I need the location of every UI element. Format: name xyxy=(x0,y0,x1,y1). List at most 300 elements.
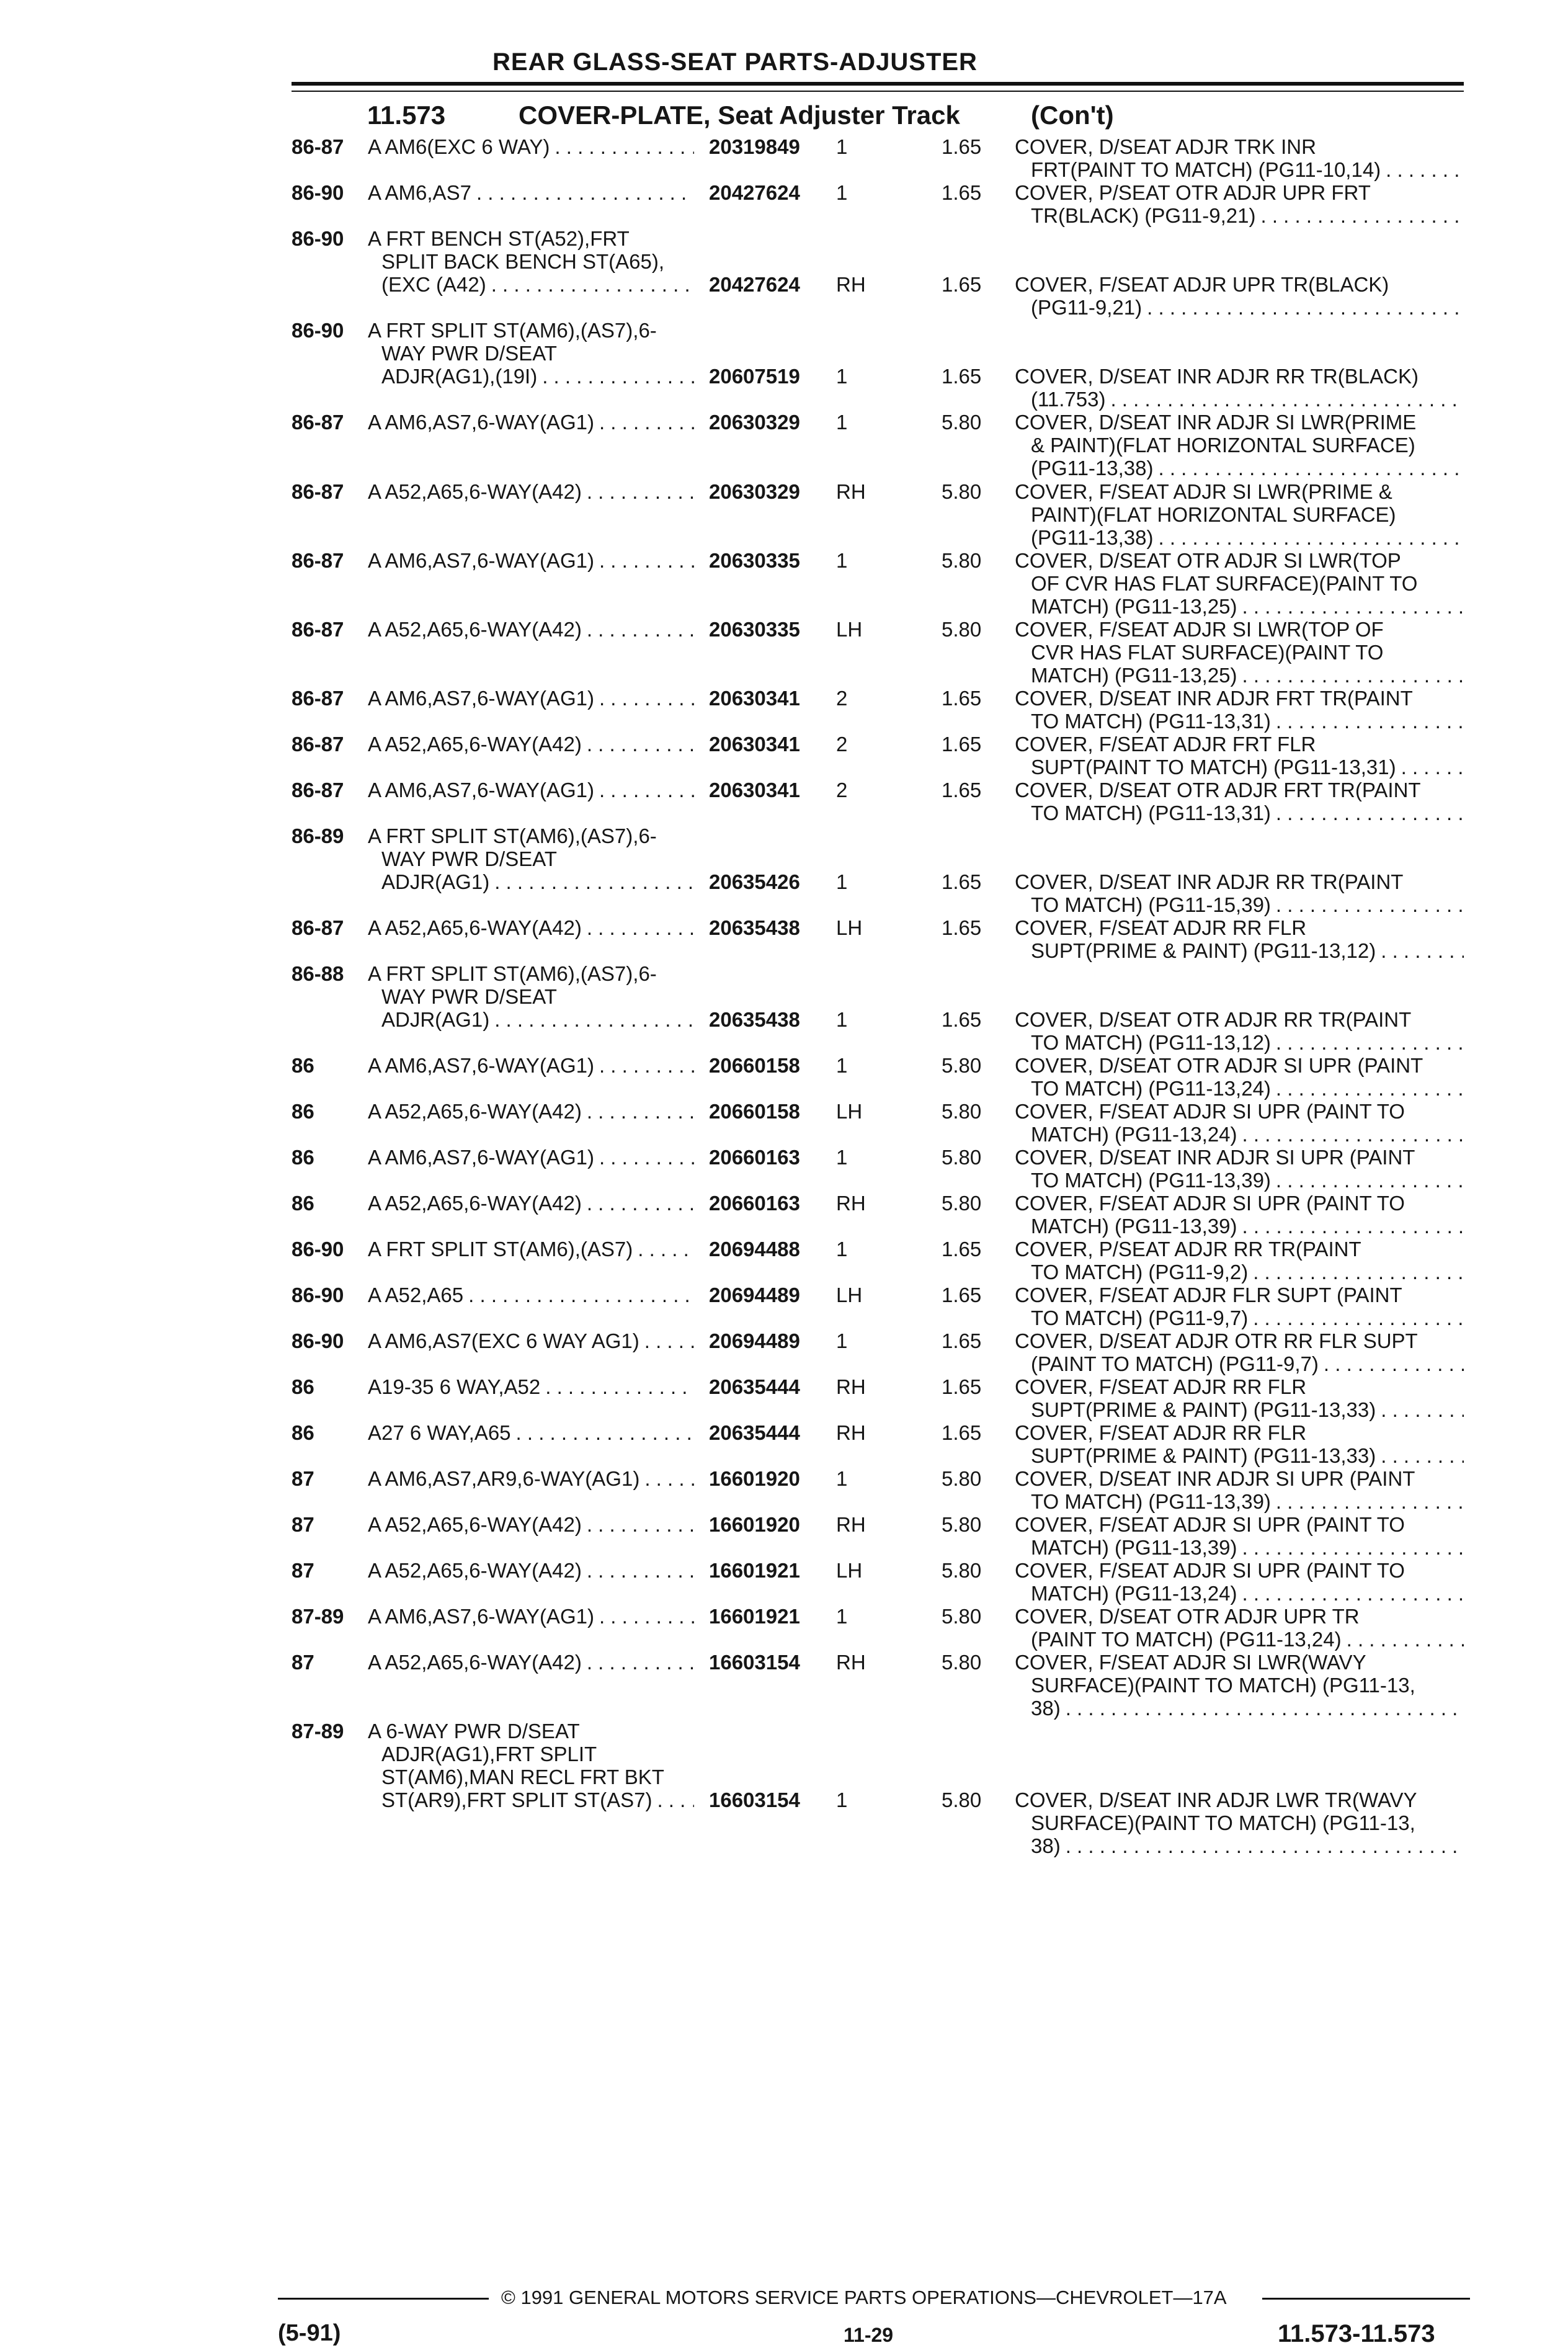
model-years: 86-87 xyxy=(292,687,344,710)
description-line: COVER, F/SEAT ADJR RR FLR xyxy=(1015,1421,1307,1444)
application xyxy=(368,1605,694,1628)
description-line: CVR HAS FLAT SURFACE)(PAINT TO xyxy=(1031,641,1384,664)
price: 5.80 xyxy=(942,1513,982,1536)
dot-leader xyxy=(587,480,694,503)
part-number: 20630335 xyxy=(709,618,800,641)
dot-leader xyxy=(1401,756,1464,779)
application xyxy=(368,319,694,388)
quantity: RH xyxy=(836,480,866,503)
part-number: 16601921 xyxy=(709,1605,800,1628)
price: 5.80 xyxy=(942,480,982,503)
dot-leader xyxy=(644,1329,694,1352)
part-number: 16601920 xyxy=(709,1513,800,1536)
description xyxy=(1015,181,1464,227)
application-line: A AM6,AS7,6-WAY(AG1) xyxy=(368,1054,594,1077)
description-line: COVER, P/SEAT ADJR RR TR(PAINT xyxy=(1015,1238,1361,1261)
price: 5.80 xyxy=(942,1100,982,1123)
description-line: COVER, F/SEAT ADJR SI UPR (PAINT TO xyxy=(1015,1559,1405,1582)
quantity: LH xyxy=(836,618,863,641)
part-number: 20319849 xyxy=(709,135,800,158)
description-line: (PAINT TO MATCH) (PG11-13,24) xyxy=(1031,1628,1342,1651)
application-line: A A52,A65,6-WAY(A42) xyxy=(368,618,582,641)
model-years: 86-90 xyxy=(292,1283,344,1306)
description-line: COVER, F/SEAT ADJR UPR TR(BLACK) xyxy=(1015,273,1389,296)
part-number: 20635444 xyxy=(709,1421,800,1444)
application-line: ADJR(AG1),(19I) xyxy=(381,365,538,388)
dot-leader xyxy=(1386,158,1464,181)
dot-leader xyxy=(599,687,694,710)
quantity: RH xyxy=(836,1192,866,1215)
application-line: A27 6 WAY,A65 xyxy=(368,1421,511,1444)
quantity: LH xyxy=(836,916,863,939)
dot-leader xyxy=(1242,1123,1464,1146)
dot-leader xyxy=(1324,1352,1464,1375)
header-rule xyxy=(292,82,1464,86)
application xyxy=(368,618,694,641)
application-line: A19-35 6 WAY,A52 xyxy=(368,1375,541,1398)
price: 1.65 xyxy=(942,181,982,204)
application-line: A A52,A65 xyxy=(368,1283,464,1306)
dot-leader xyxy=(638,1238,694,1261)
quantity: 1 xyxy=(836,549,848,572)
part-number: 16603154 xyxy=(709,1788,800,1811)
description-line: OF CVR HAS FLAT SURFACE)(PAINT TO xyxy=(1031,572,1418,595)
model-years: 86-88 xyxy=(292,962,344,985)
description xyxy=(1015,1054,1464,1100)
dot-leader xyxy=(587,1559,694,1582)
description xyxy=(1015,687,1464,733)
dot-leader xyxy=(494,1008,694,1031)
dot-leader xyxy=(1242,595,1464,618)
description xyxy=(1015,1283,1464,1329)
price: 5.80 xyxy=(942,1467,982,1490)
description xyxy=(1015,1238,1464,1283)
application-line: A AM6,AS7,6-WAY(AG1) xyxy=(368,1146,594,1169)
application xyxy=(368,1375,694,1398)
description xyxy=(1015,1651,1464,1720)
part-number: 20694489 xyxy=(709,1283,800,1306)
quantity: RH xyxy=(836,1513,866,1536)
application-line: ADJR(AG1) xyxy=(381,1008,490,1031)
description-line: COVER, F/SEAT ADJR SI UPR (PAINT TO xyxy=(1015,1192,1405,1215)
model-years: 86 xyxy=(292,1375,314,1398)
application-line: A 6-WAY PWR D/SEAT xyxy=(368,1720,580,1743)
price: 5.80 xyxy=(942,618,982,641)
price: 5.80 xyxy=(942,1559,982,1582)
quantity: 1 xyxy=(836,135,848,158)
quantity: RH xyxy=(836,1651,866,1674)
part-number: 20635426 xyxy=(709,870,800,893)
part-number: 16601920 xyxy=(709,1467,800,1490)
dot-leader xyxy=(1276,1169,1464,1192)
price: 1.65 xyxy=(942,916,982,939)
description xyxy=(1015,733,1464,779)
application-line: A AM6,AS7 xyxy=(368,181,471,204)
description xyxy=(1015,1329,1464,1375)
dot-leader xyxy=(1276,1077,1464,1100)
description xyxy=(1015,1100,1464,1146)
description-line: TO MATCH) (PG11-13,39) xyxy=(1031,1490,1271,1513)
description-line: COVER, F/SEAT ADJR FRT FLR xyxy=(1015,733,1316,756)
application xyxy=(368,1651,694,1674)
description-line: COVER, D/SEAT ADJR OTR RR FLR SUPT xyxy=(1015,1329,1418,1352)
description xyxy=(1015,365,1464,411)
part-number: 20630335 xyxy=(709,549,800,572)
dot-leader xyxy=(1276,1490,1464,1513)
model-years: 87-89 xyxy=(292,1720,344,1743)
application-line: A A52,A65,6-WAY(A42) xyxy=(368,1559,582,1582)
description-line: COVER, D/SEAT OTR ADJR RR TR(PAINT xyxy=(1015,1008,1412,1031)
description-line: COVER, F/SEAT ADJR SI LWR(TOP OF xyxy=(1015,618,1384,641)
application-line: ST(AM6),MAN RECL FRT BKT xyxy=(381,1765,664,1788)
dot-leader xyxy=(587,1100,694,1123)
footer-rule-right xyxy=(1262,2298,1470,2300)
dot-leader xyxy=(1347,1628,1464,1651)
dot-leader xyxy=(1242,1215,1464,1238)
model-years: 87 xyxy=(292,1513,314,1536)
description-line: TO MATCH) (PG11-13,31) xyxy=(1031,801,1271,824)
price: 1.65 xyxy=(942,1329,982,1352)
description-line: TO MATCH) (PG11-9,7) xyxy=(1031,1306,1249,1329)
description-line: (PG11-9,21) xyxy=(1031,296,1143,319)
application xyxy=(368,1238,694,1261)
dot-leader xyxy=(1110,388,1464,411)
quantity: LH xyxy=(836,1283,863,1306)
header-rule-thin xyxy=(292,91,1464,92)
footer-page-number: 11-29 xyxy=(844,2324,894,2346)
description-line: COVER, D/SEAT INR ADJR LWR TR(WAVY xyxy=(1015,1788,1417,1811)
part-number: 20427624 xyxy=(709,181,800,204)
dot-leader xyxy=(644,1467,694,1490)
part-number: 20635438 xyxy=(709,916,800,939)
model-years: 86-87 xyxy=(292,411,344,434)
dot-leader xyxy=(476,181,694,204)
application-line: A FRT SPLIT ST(AM6),(AS7),6- xyxy=(368,962,657,985)
model-years: 86-87 xyxy=(292,549,344,572)
dot-leader xyxy=(599,779,694,801)
application xyxy=(368,962,694,1031)
application-line: A A52,A65,6-WAY(A42) xyxy=(368,1192,582,1215)
price: 5.80 xyxy=(942,1192,982,1215)
quantity: 2 xyxy=(836,779,848,801)
dot-leader xyxy=(587,733,694,756)
description-line: TO MATCH) (PG11-13,12) xyxy=(1031,1031,1271,1054)
application xyxy=(368,1720,694,1811)
description xyxy=(1015,779,1464,824)
description xyxy=(1015,549,1464,618)
description-line: COVER, F/SEAT ADJR SI UPR (PAINT TO xyxy=(1015,1513,1405,1536)
dot-leader xyxy=(1253,1306,1464,1329)
description-line: COVER, D/SEAT ADJR TRK INR xyxy=(1015,135,1316,158)
description-line: TO MATCH) (PG11-9,2) xyxy=(1031,1261,1249,1283)
part-number: 20630341 xyxy=(709,687,800,710)
description-line: COVER, D/SEAT OTR ADJR UPR TR xyxy=(1015,1605,1360,1628)
page-title: REAR GLASS-SEAT PARTS-ADJUSTER xyxy=(492,48,978,76)
application-line: A AM6,AS7,6-WAY(AG1) xyxy=(368,1605,594,1628)
description-line: COVER, D/SEAT OTR ADJR SI LWR(TOP xyxy=(1015,549,1401,572)
description-line: COVER, D/SEAT INR ADJR SI UPR (PAINT xyxy=(1015,1467,1415,1490)
application-line: A AM6,AS7,6-WAY(AG1) xyxy=(368,779,594,801)
application-line: SPLIT BACK BENCH ST(A65), xyxy=(381,250,665,273)
price: 1.65 xyxy=(942,779,982,801)
model-years: 86-90 xyxy=(292,227,344,250)
application-line: A FRT BENCH ST(A52),FRT xyxy=(368,227,630,250)
description-line: COVER, F/SEAT ADJR FLR SUPT (PAINT xyxy=(1015,1283,1402,1306)
description-line: TO MATCH) (PG11-15,39) xyxy=(1031,893,1271,916)
part-number: 20630341 xyxy=(709,779,800,801)
dot-leader xyxy=(545,1375,694,1398)
application xyxy=(368,411,694,434)
model-years: 86-87 xyxy=(292,618,344,641)
section-title: COVER-PLATE, Seat Adjuster Track xyxy=(519,100,960,130)
application xyxy=(368,227,694,296)
dot-leader xyxy=(587,1192,694,1215)
model-years: 86-87 xyxy=(292,135,344,158)
dot-leader xyxy=(1242,664,1464,687)
application xyxy=(368,687,694,710)
part-number: 20694488 xyxy=(709,1238,800,1261)
part-number: 16601921 xyxy=(709,1559,800,1582)
dot-leader xyxy=(599,549,694,572)
application xyxy=(368,1421,694,1444)
application xyxy=(368,135,694,158)
model-years: 86-90 xyxy=(292,1329,344,1352)
model-years: 86 xyxy=(292,1100,314,1123)
dot-leader xyxy=(1276,1031,1464,1054)
price: 1.65 xyxy=(942,1238,982,1261)
dot-leader xyxy=(1381,1398,1464,1421)
description xyxy=(1015,1146,1464,1192)
quantity: 1 xyxy=(836,1329,848,1352)
price: 1.65 xyxy=(942,1008,982,1031)
application-line: ADJR(AG1),FRT SPLIT xyxy=(381,1743,597,1765)
price: 5.80 xyxy=(942,549,982,572)
application xyxy=(368,824,694,893)
model-years: 87 xyxy=(292,1559,314,1582)
quantity: RH xyxy=(836,1421,866,1444)
description-line: SURFACE)(PAINT TO MATCH) (PG11-13, xyxy=(1031,1674,1415,1697)
application xyxy=(368,1100,694,1123)
price: 1.65 xyxy=(942,870,982,893)
model-years: 86-90 xyxy=(292,1238,344,1261)
footer-rule-left xyxy=(278,2298,489,2300)
application xyxy=(368,733,694,756)
description xyxy=(1015,1467,1464,1513)
application xyxy=(368,779,694,801)
dot-leader xyxy=(587,1513,694,1536)
dot-leader xyxy=(1253,1261,1464,1283)
quantity: 2 xyxy=(836,687,848,710)
application-line: A FRT SPLIT ST(AM6),(AS7),6- xyxy=(368,319,657,342)
description-line: (11.753) xyxy=(1031,388,1106,411)
dot-leader xyxy=(1066,1697,1464,1720)
description xyxy=(1015,1421,1464,1467)
application-line: ST(AR9),FRT SPLIT ST(AS7) xyxy=(381,1788,653,1811)
description-line: COVER, D/SEAT OTR ADJR SI UPR (PAINT xyxy=(1015,1054,1423,1077)
model-years: 87-89 xyxy=(292,1605,344,1628)
description-line: MATCH) (PG11-13,24) xyxy=(1031,1123,1237,1146)
quantity: LH xyxy=(836,1559,863,1582)
application xyxy=(368,1559,694,1582)
application-line: A AM6,AS7(EXC 6 WAY AG1) xyxy=(368,1329,639,1352)
dot-leader xyxy=(1276,801,1464,824)
part-number: 16603154 xyxy=(709,1651,800,1674)
description-line: SUPT(PRIME & PAINT) (PG11-13,12) xyxy=(1031,939,1376,962)
application-line: ADJR(AG1) xyxy=(381,870,490,893)
part-number: 20660158 xyxy=(709,1100,800,1123)
quantity: 1 xyxy=(836,1467,848,1490)
description-line: MATCH) (PG11-13,24) xyxy=(1031,1582,1237,1605)
dot-leader xyxy=(1381,1444,1464,1467)
description xyxy=(1015,135,1464,181)
application xyxy=(368,1467,694,1490)
application-line: WAY PWR D/SEAT xyxy=(381,985,557,1008)
description-line: COVER, D/SEAT OTR ADJR FRT TR(PAINT xyxy=(1015,779,1421,801)
dot-leader xyxy=(1242,1582,1464,1605)
part-number: 20694489 xyxy=(709,1329,800,1352)
quantity: 1 xyxy=(836,365,848,388)
dot-leader xyxy=(491,273,694,296)
application-line: WAY PWR D/SEAT xyxy=(381,342,557,365)
price: 5.80 xyxy=(942,1651,982,1674)
dot-leader xyxy=(1066,1834,1464,1857)
description-line: MATCH) (PG11-13,25) xyxy=(1031,595,1237,618)
description xyxy=(1015,870,1464,916)
dot-leader xyxy=(599,1605,694,1628)
description-line: SUPT(PRIME & PAINT) (PG11-13,33) xyxy=(1031,1444,1376,1467)
description-line: FRT(PAINT TO MATCH) (PG11-10,14) xyxy=(1031,158,1381,181)
application-line: (EXC (A42) xyxy=(381,273,486,296)
application xyxy=(368,549,694,572)
description-line: 38) xyxy=(1031,1697,1061,1720)
description-line: TO MATCH) (PG11-13,24) xyxy=(1031,1077,1271,1100)
model-years: 87 xyxy=(292,1467,314,1490)
description-line: COVER, F/SEAT ADJR SI UPR (PAINT TO xyxy=(1015,1100,1405,1123)
dot-leader xyxy=(599,1146,694,1169)
price: 1.65 xyxy=(942,1375,982,1398)
description xyxy=(1015,411,1464,480)
description-line: (PG11-13,38) xyxy=(1031,457,1154,480)
quantity: 1 xyxy=(836,1008,848,1031)
dot-leader xyxy=(1158,457,1464,480)
quantity: 1 xyxy=(836,181,848,204)
description xyxy=(1015,1559,1464,1605)
application xyxy=(368,181,694,204)
application-line: A A52,A65,6-WAY(A42) xyxy=(368,1513,582,1536)
quantity: RH xyxy=(836,1375,866,1398)
dot-leader xyxy=(555,135,694,158)
model-years: 86-87 xyxy=(292,733,344,756)
description-line: COVER, P/SEAT OTR ADJR UPR FRT xyxy=(1015,181,1371,204)
part-number: 20660163 xyxy=(709,1146,800,1169)
application-line: A FRT SPLIT ST(AM6),(AS7),6- xyxy=(368,824,657,847)
dot-leader xyxy=(599,411,694,434)
model-years: 86 xyxy=(292,1054,314,1077)
quantity: 1 xyxy=(836,870,848,893)
part-number: 20630329 xyxy=(709,411,800,434)
description xyxy=(1015,1605,1464,1651)
description-line: COVER, D/SEAT INR ADJR RR TR(PAINT xyxy=(1015,870,1404,893)
application xyxy=(368,1146,694,1169)
part-number: 20427624 xyxy=(709,273,800,296)
application-line: A AM6,AS7,6-WAY(AG1) xyxy=(368,687,594,710)
description xyxy=(1015,916,1464,962)
price: 1.65 xyxy=(942,1283,982,1306)
price: 1.65 xyxy=(942,273,982,296)
application xyxy=(368,916,694,939)
application-line: A FRT SPLIT ST(AM6),(AS7) xyxy=(368,1238,633,1261)
quantity: RH xyxy=(836,273,866,296)
dot-leader xyxy=(542,365,694,388)
quantity: 1 xyxy=(836,1238,848,1261)
footer-copyright: © 1991 GENERAL MOTORS SERVICE PARTS OPERATIONS—CHEVROLET—17A xyxy=(501,2287,1227,2308)
quantity: 1 xyxy=(836,1054,848,1077)
application-line: A AM6,AS7,AR9,6-WAY(AG1) xyxy=(368,1467,640,1490)
description-line: (PAINT TO MATCH) (PG11-9,7) xyxy=(1031,1352,1319,1375)
model-years: 86-89 xyxy=(292,824,344,847)
description xyxy=(1015,618,1464,687)
application-line: A AM6,AS7,6-WAY(AG1) xyxy=(368,549,594,572)
description xyxy=(1015,273,1464,319)
application-line: A A52,A65,6-WAY(A42) xyxy=(368,480,582,503)
description-line: MATCH) (PG11-13,39) xyxy=(1031,1536,1237,1559)
application xyxy=(368,1192,694,1215)
description-line: COVER, D/SEAT INR ADJR FRT TR(PAINT xyxy=(1015,687,1413,710)
part-number: 20630329 xyxy=(709,480,800,503)
model-years: 86 xyxy=(292,1421,314,1444)
price: 1.65 xyxy=(942,687,982,710)
application-line: A AM6(EXC 6 WAY) xyxy=(368,135,550,158)
application-line: A A52,A65,6-WAY(A42) xyxy=(368,916,582,939)
price: 1.65 xyxy=(942,135,982,158)
dot-leader xyxy=(1276,710,1464,733)
description-line: SUPT(PAINT TO MATCH) (PG11-13,31) xyxy=(1031,756,1396,779)
application-line: A A52,A65,6-WAY(A42) xyxy=(368,733,582,756)
description-line: COVER, D/SEAT INR ADJR SI LWR(PRIME xyxy=(1015,411,1417,434)
dot-leader xyxy=(494,870,694,893)
part-number: 20635444 xyxy=(709,1375,800,1398)
application-line: WAY PWR D/SEAT xyxy=(381,847,557,870)
application xyxy=(368,1283,694,1306)
model-years: 86-90 xyxy=(292,319,344,342)
quantity: 1 xyxy=(836,1788,848,1811)
dot-leader xyxy=(587,1651,694,1674)
description-line: COVER, D/SEAT INR ADJR SI UPR (PAINT xyxy=(1015,1146,1415,1169)
description-line: MATCH) (PG11-13,39) xyxy=(1031,1215,1237,1238)
application-line: A AM6,AS7,6-WAY(AG1) xyxy=(368,411,594,434)
description-line: COVER, F/SEAT ADJR RR FLR xyxy=(1015,1375,1307,1398)
footer-section-range: 11.573-11.573 xyxy=(1278,2320,1435,2347)
quantity: 1 xyxy=(836,1605,848,1628)
price: 5.80 xyxy=(942,1605,982,1628)
description-line: COVER, F/SEAT ADJR SI LWR(WAVY xyxy=(1015,1651,1366,1674)
application-line: A A52,A65,6-WAY(A42) xyxy=(368,1100,582,1123)
description xyxy=(1015,1192,1464,1238)
part-number: 20630341 xyxy=(709,733,800,756)
description-line: SURFACE)(PAINT TO MATCH) (PG11-13, xyxy=(1031,1811,1415,1834)
dot-leader xyxy=(587,916,694,939)
application xyxy=(368,1054,694,1077)
quantity: LH xyxy=(836,1100,863,1123)
description xyxy=(1015,1375,1464,1421)
price: 1.65 xyxy=(942,365,982,388)
description-line: & PAINT)(FLAT HORIZONTAL SURFACE) xyxy=(1031,434,1415,457)
model-years: 86-90 xyxy=(292,181,344,204)
description xyxy=(1015,1788,1464,1857)
dot-leader xyxy=(599,1054,694,1077)
price: 5.80 xyxy=(942,1146,982,1169)
application-line: A A52,A65,6-WAY(A42) xyxy=(368,1651,582,1674)
